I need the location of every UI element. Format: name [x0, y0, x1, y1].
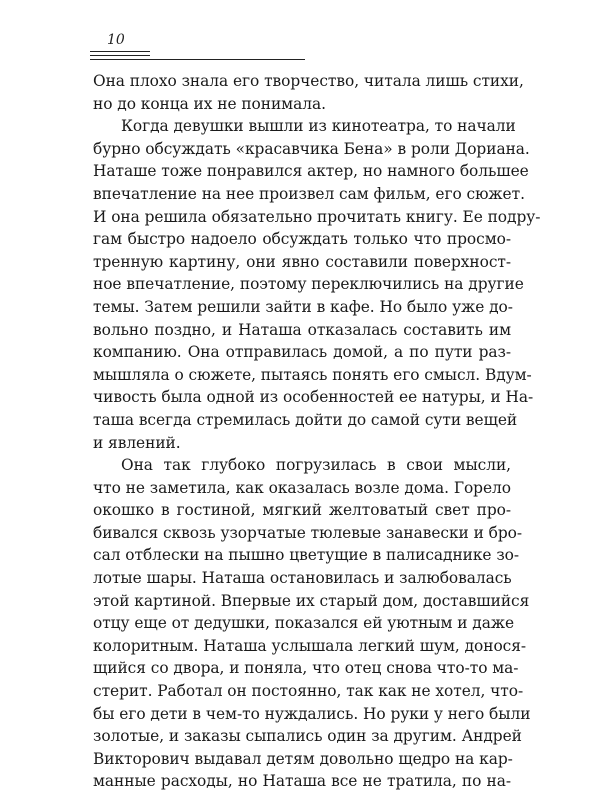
- page-number: 10: [107, 32, 125, 48]
- text-line: гам быстро надоело обсуждать только что просмо-: [93, 230, 511, 249]
- body-text: [93, 70, 541, 793]
- header-rule-long: [90, 59, 305, 60]
- text-line: отцу еще от дедушки, показался ей уютным и даже: [93, 614, 515, 633]
- text-line: компанию. Она отправилась домой, а по пути раз-: [93, 343, 511, 362]
- text-line: бы его дети в чем-то нуждались. Но руки у него были: [93, 704, 531, 723]
- text-line: сал отблески на пышно цветущие в палисаднике зо-: [93, 546, 520, 565]
- text-line: ное впечатление, поэтому переключились на другие: [93, 275, 524, 294]
- text-line: тренную картину, они явно составили поверхност-: [93, 252, 511, 271]
- text-line: колоритным. Наташа услышала легкий шум, донося-: [93, 636, 527, 655]
- text-line: Она так глубоко погрузилась в свои мысли,: [121, 456, 511, 475]
- text-line: и явлений.: [93, 433, 181, 452]
- text-line: Когда девушки вышли из кинотеатра, то начали: [121, 117, 516, 136]
- text-line: Викторович выдавал детям довольно щедро на кар-: [93, 749, 513, 768]
- text-line: И она решила обязательно прочитать книгу. Ее подру-: [93, 207, 541, 226]
- text-line: манные расходы, но Наташа все не тратила, по на-: [93, 772, 511, 791]
- text-line: золотые, и заказы сыпались один за другим. Андрей: [93, 727, 522, 746]
- text-line: Наташе тоже понравился актер, но намного большее: [93, 162, 529, 181]
- text-line: окошко в гостиной, мягкий желтоватый свет про-: [93, 501, 511, 520]
- text-line: но до конца их не понимала.: [93, 94, 326, 113]
- text-line: бивался сквозь узорчатые тюлевые занавески и бро-: [93, 523, 523, 542]
- text-line: стерит. Работал он постоянно, так как не хотел, что-: [93, 682, 524, 701]
- text-line: Она плохо знала его творчество, читала лишь стихи,: [93, 72, 524, 90]
- page-header: [90, 30, 310, 70]
- text-line: темы. Затем решили зайти в кафе. Но было уже до-: [93, 297, 513, 316]
- text-line: бурно обсуждать «красавчика Бена» в роли Дориана.: [93, 139, 530, 158]
- text-line: этой картиной. Впервые их старый дом, доставшийся: [93, 591, 530, 610]
- text-line: чивость была одной из особенностей ее натуры, и На-: [93, 388, 534, 407]
- header-rule-short-2: [90, 55, 150, 56]
- text-line: мышляла о сюжете, пытаясь понять его смысл. Вдум-: [93, 365, 532, 384]
- header-rule-short-1: [90, 51, 150, 52]
- text-line: лотые шары. Наташа остановилась и залюбовалась: [93, 569, 512, 588]
- text-line: что не заметила, как оказалась возле дома. Горело: [93, 478, 511, 497]
- text-line: щийся со двора, и поняла, что отец снова что-то ма-: [93, 659, 519, 678]
- text-line: впечатление на нее произвел сам фильм, его сюжет.: [93, 184, 525, 203]
- text-line: таша всегда стремилась дойти до самой сути вещей: [93, 410, 518, 429]
- text-line: вольно поздно, и Наташа отказалась составить им: [93, 320, 511, 339]
